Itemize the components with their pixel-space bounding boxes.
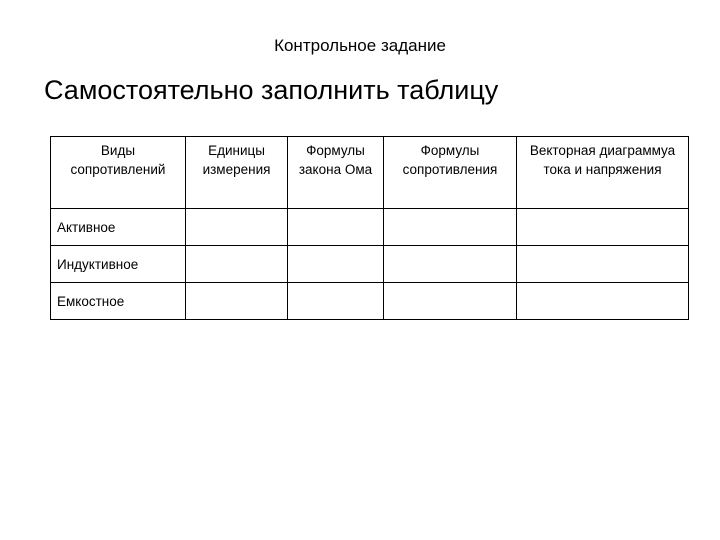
table-cell[interactable] [517,283,689,320]
table-cell[interactable] [517,209,689,246]
row-label-capacitive: Емкостное [51,283,186,320]
table-cell[interactable] [288,283,384,320]
table-cell[interactable] [186,209,288,246]
row-label-active: Активное [51,209,186,246]
header-resistance-types: Виды сопротивлений [51,137,186,209]
table-cell[interactable] [288,209,384,246]
table-row [51,246,689,283]
header-ohm-law-formulas: Формулы закона Ома [288,137,384,209]
table-cell[interactable] [517,246,689,283]
table-cell[interactable] [186,283,288,320]
table-cell[interactable] [384,209,517,246]
slide-heading: Контрольное задание [274,36,446,55]
table-cell[interactable] [384,246,517,283]
table-cell[interactable] [186,246,288,283]
table-cell[interactable] [288,246,384,283]
row-label-inductive: Индуктивное [51,246,186,283]
assignment-table [50,136,689,320]
header-units: Единицы измерения [186,137,288,209]
table-cell[interactable] [384,283,517,320]
header-vector-diagram: Векторная диаграммуа тока и напряжения [517,137,689,209]
table-row [51,283,689,320]
table-header-row [51,137,689,209]
slide-title: Самостоятельно заполнить таблицу [44,75,499,105]
table-row [51,209,689,246]
header-resistance-formulas: Формулы сопротивления [384,137,517,209]
